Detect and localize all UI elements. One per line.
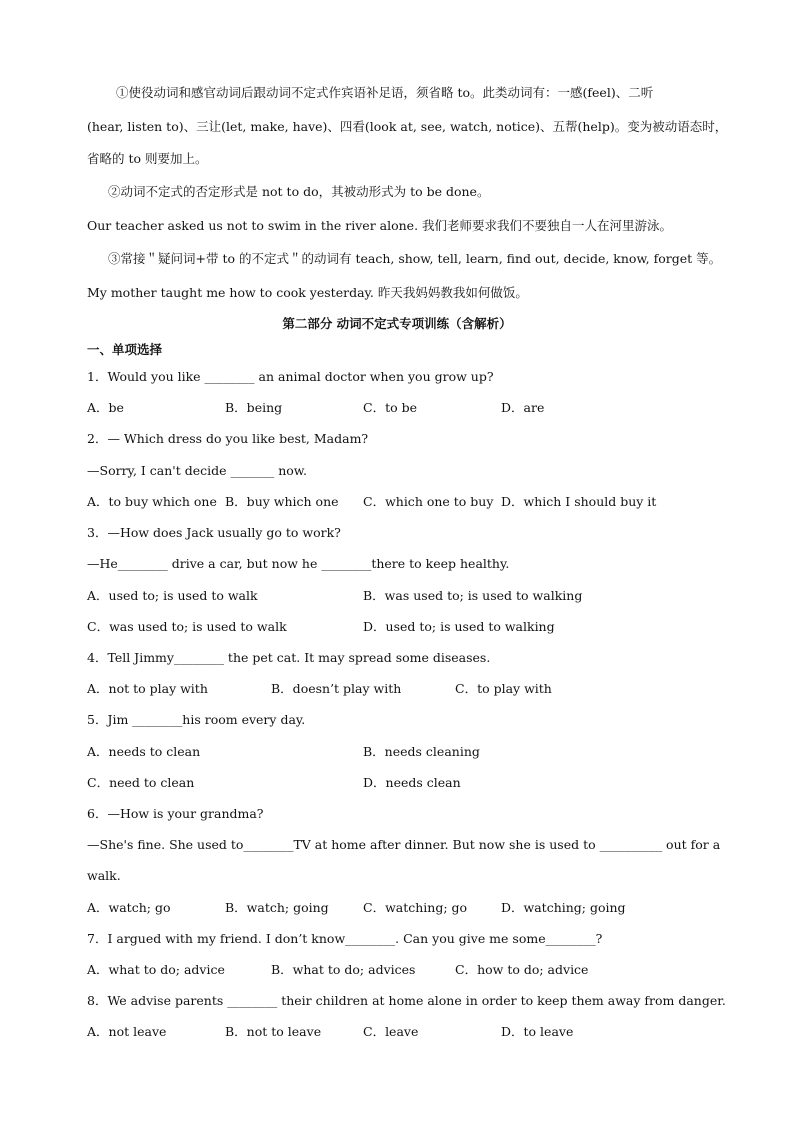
option-b: B．was used to; is used to walking	[363, 588, 583, 603]
option-c: C．how to do; advice	[455, 962, 589, 977]
question-stem: 6．—How is your grandma?	[87, 806, 264, 821]
option-b: B．what to do; advices	[271, 962, 416, 977]
option-c: C．leave	[363, 1024, 419, 1039]
question-stem: 2．— Which dress do you like best, Madam?	[87, 431, 369, 446]
option-b: B．needs cleaning	[363, 744, 480, 759]
note-line-2: (hear, listen to)、三让(let, make, have)、四看(look at, see, watch, notice)、五帮(help)。变为被动语态时，	[87, 119, 728, 134]
question-stem: 4．Tell Jimmy________ the pet cat. It may spread some diseases.	[87, 650, 491, 665]
option-c: C．which one to buy	[363, 494, 494, 509]
option-a: A．what to do; advice	[87, 962, 225, 977]
question-line: —He________ drive a car, but now he ________there to keep healthy.	[87, 556, 510, 571]
option-d: D．which I should buy it	[501, 494, 657, 509]
option-c: C．watching; go	[363, 900, 468, 915]
option-d: D．are	[501, 400, 545, 415]
option-b: B．buy which one	[225, 494, 339, 509]
option-a: A．used to; is used to walk	[87, 588, 258, 603]
question-line: walk.	[87, 868, 121, 883]
question-line: —Sorry, I can't decide _______ now.	[87, 463, 307, 478]
option-a: A．not leave	[87, 1024, 167, 1039]
option-d: D．used to; is used to walking	[363, 619, 555, 634]
question-stem: 3．—How does Jack usually go to work?	[87, 525, 341, 540]
option-b: B．watch; going	[225, 900, 329, 915]
option-a: A．be	[87, 400, 124, 415]
option-d: D．watching; going	[501, 900, 626, 915]
question-line: —She's fine. She used to________TV at home after dinner. But now she is used to __________ out for a	[87, 837, 721, 852]
option-a: A．watch; go	[87, 900, 171, 915]
option-c: C．was used to; is used to walk	[87, 619, 287, 634]
option-d: D．needs clean	[363, 775, 461, 790]
question-stem: 5．Jim ________his room every day.	[87, 712, 306, 727]
note-line-5: ③常接＂疑问词+带 to 的不定式＂的动词有 teach, show, tell, learn, find out, decide, know, forget 等。	[108, 251, 722, 266]
option-c: C．need to clean	[87, 775, 195, 790]
option-b: B．being	[225, 400, 283, 415]
example-sentence-1: Our teacher asked us not to swim in the river alone. 我们老师要求我们不要独自一人在河里游泳。	[87, 218, 673, 233]
option-c: C．to be	[363, 400, 417, 415]
note-line-3: 省略的 to 则要加上。	[87, 151, 208, 166]
option-a: A．to buy which one	[87, 494, 217, 509]
section-title: 第二部分 动词不定式专项训练（含解析）	[282, 316, 512, 331]
question-stem: 1．Would you like ________ an animal doctor when you grow up?	[87, 369, 494, 384]
part-heading: 一、单项选择	[87, 342, 163, 357]
note-line-4: ②动词不定式的否定形式是 not to do，其被动形式为 to be done。	[108, 184, 490, 199]
option-a: A．needs to clean	[87, 744, 201, 759]
option-d: D．to leave	[501, 1024, 574, 1039]
example-sentence-2: My mother taught me how to cook yesterday. 昨天我妈妈教我如何做饭。	[87, 285, 528, 300]
option-c: C．to play with	[455, 681, 552, 696]
question-stem: 8．We advise parents ________ their children at home alone in order to keep them away from danger.	[87, 993, 726, 1008]
option-a: A．not to play with	[87, 681, 208, 696]
option-b: B．doesn’t play with	[271, 681, 402, 696]
option-b: B．not to leave	[225, 1024, 322, 1039]
question-stem: 7．I argued with my friend. I don’t know________. Can you give me some________?	[87, 931, 603, 946]
note-line-1: ①使役动词和感官动词后跟动词不定式作宾语补足语，须省略 to。此类动词有：一感(feel)、二听	[116, 85, 654, 100]
